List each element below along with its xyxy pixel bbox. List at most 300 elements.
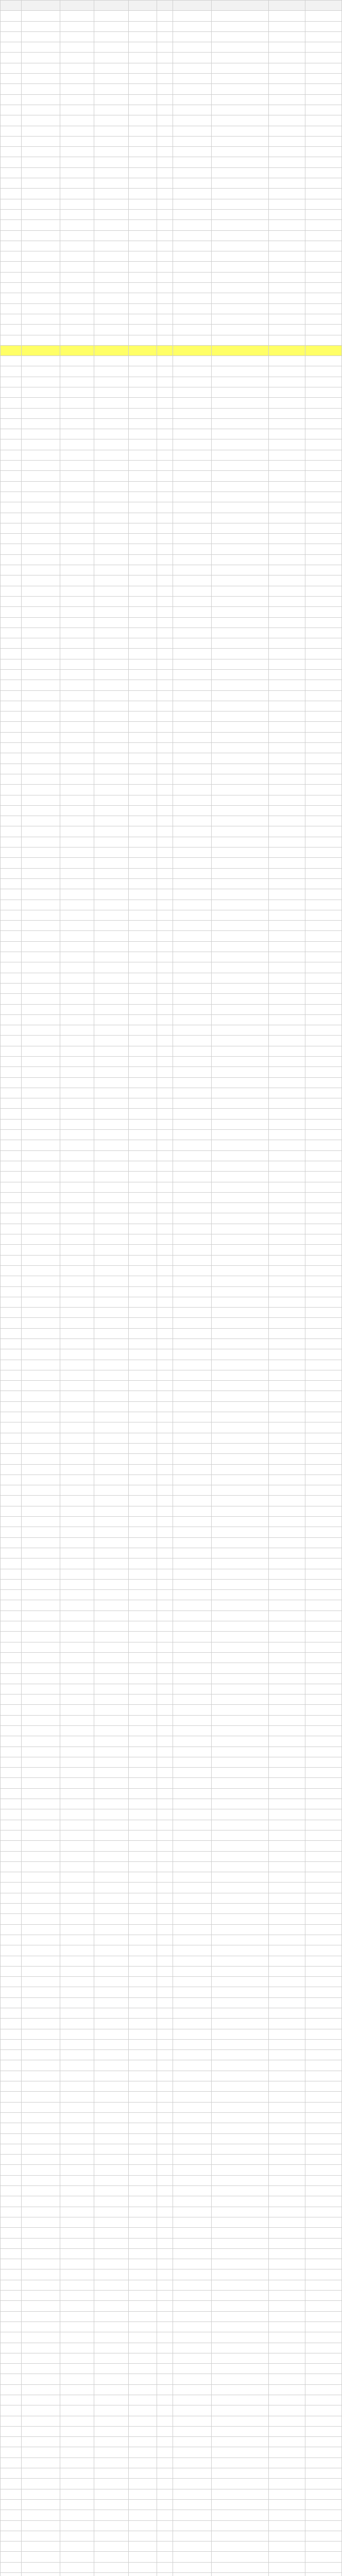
table-row bbox=[1, 1485, 342, 1496]
table-cell bbox=[60, 1328, 94, 1338]
table-row bbox=[1, 220, 342, 230]
table-row bbox=[1, 115, 342, 126]
table-cell bbox=[94, 1997, 129, 2008]
table-row bbox=[1, 628, 342, 638]
table-cell bbox=[269, 1684, 305, 1694]
table-cell bbox=[1, 2374, 22, 2384]
table-row bbox=[1, 795, 342, 805]
table-cell bbox=[1, 2039, 22, 2049]
table-cell bbox=[60, 2165, 94, 2175]
table-row bbox=[1, 711, 342, 722]
table-cell bbox=[211, 1412, 269, 1422]
table-cell bbox=[157, 2133, 173, 2144]
table-cell bbox=[1, 1443, 22, 1453]
table-cell bbox=[60, 1098, 94, 1109]
table-cell bbox=[129, 1517, 157, 1527]
table-cell bbox=[173, 2499, 211, 2510]
table-cell bbox=[157, 1381, 173, 1391]
table-cell bbox=[269, 900, 305, 910]
table-cell bbox=[94, 2468, 129, 2479]
table-row bbox=[1, 377, 342, 387]
table-cell bbox=[21, 1203, 60, 1213]
table-cell bbox=[21, 753, 60, 764]
table-cell bbox=[269, 1412, 305, 1422]
table-cell bbox=[269, 115, 305, 126]
table-cell bbox=[173, 1454, 211, 1464]
table-cell bbox=[129, 2384, 157, 2395]
table-cell bbox=[21, 147, 60, 157]
table-cell bbox=[269, 1558, 305, 1569]
table-cell bbox=[60, 1872, 94, 1883]
table-cell bbox=[94, 1297, 129, 1307]
table-cell bbox=[129, 335, 157, 345]
table-cell bbox=[305, 1956, 341, 1966]
table-cell bbox=[60, 1517, 94, 1527]
table-cell bbox=[21, 2541, 60, 2552]
table-cell bbox=[1, 649, 22, 659]
table-cell bbox=[305, 1286, 341, 1297]
table-cell bbox=[157, 889, 173, 900]
table-cell bbox=[305, 105, 341, 115]
table-cell bbox=[21, 910, 60, 920]
table-cell bbox=[211, 2248, 269, 2259]
table-cell bbox=[94, 1349, 129, 1360]
table-cell bbox=[94, 189, 129, 199]
table-cell bbox=[94, 1778, 129, 1788]
table-cell bbox=[269, 2269, 305, 2280]
table-row bbox=[1, 2050, 342, 2060]
table-cell bbox=[129, 63, 157, 73]
table-cell bbox=[305, 2196, 341, 2207]
table-cell bbox=[129, 994, 157, 1004]
table-row bbox=[1, 1830, 342, 1840]
table-cell bbox=[269, 325, 305, 335]
table-cell bbox=[129, 1025, 157, 1036]
table-cell bbox=[173, 1464, 211, 1475]
table-cell bbox=[157, 858, 173, 868]
table-row bbox=[1, 1642, 342, 1652]
table-row bbox=[1, 439, 342, 450]
table-cell bbox=[173, 241, 211, 251]
table-cell bbox=[1, 2133, 22, 2144]
table-cell bbox=[305, 42, 341, 53]
table-cell bbox=[1, 858, 22, 868]
table-cell bbox=[305, 826, 341, 837]
table-cell bbox=[129, 1537, 157, 1548]
table-cell bbox=[21, 2039, 60, 2049]
table-cell bbox=[157, 220, 173, 230]
table-row bbox=[1, 1548, 342, 1558]
table-cell bbox=[173, 575, 211, 586]
table-cell bbox=[60, 711, 94, 722]
table-cell bbox=[1, 795, 22, 805]
table-cell bbox=[305, 1945, 341, 1956]
table-cell bbox=[94, 1621, 129, 1632]
table-cell bbox=[305, 1098, 341, 1109]
table-cell bbox=[129, 952, 157, 962]
table-cell bbox=[129, 1705, 157, 1715]
table-cell bbox=[269, 952, 305, 962]
table-cell bbox=[1, 21, 22, 31]
table-cell bbox=[94, 439, 129, 450]
table-cell bbox=[269, 387, 305, 397]
table-row bbox=[1, 1255, 342, 1265]
table-cell bbox=[269, 534, 305, 544]
table-cell bbox=[60, 1360, 94, 1370]
table-cell bbox=[1, 554, 22, 565]
table-cell bbox=[129, 1935, 157, 1945]
table-cell bbox=[60, 586, 94, 596]
table-cell bbox=[129, 2489, 157, 2499]
table-cell bbox=[157, 2499, 173, 2510]
table-row bbox=[1, 1517, 342, 1527]
table-cell bbox=[211, 1391, 269, 1401]
table-cell bbox=[157, 1276, 173, 1286]
table-cell bbox=[21, 1286, 60, 1297]
table-cell bbox=[305, 84, 341, 94]
table-cell bbox=[60, 2008, 94, 2019]
table-cell bbox=[173, 2468, 211, 2479]
table-cell bbox=[157, 136, 173, 146]
table-cell bbox=[1, 314, 22, 324]
table-cell bbox=[1, 1182, 22, 1192]
table-row bbox=[1, 1360, 342, 1370]
table-cell bbox=[305, 408, 341, 418]
table-cell bbox=[157, 931, 173, 941]
table-cell bbox=[157, 1025, 173, 1036]
table-cell bbox=[173, 1725, 211, 1736]
table-cell bbox=[211, 1924, 269, 1935]
table-cell bbox=[21, 157, 60, 167]
table-cell bbox=[94, 1600, 129, 1611]
table-cell bbox=[21, 345, 60, 355]
table-cell bbox=[60, 1496, 94, 1506]
table-cell bbox=[157, 1014, 173, 1025]
table-cell bbox=[1, 722, 22, 732]
table-cell bbox=[173, 2175, 211, 2185]
table-cell bbox=[157, 471, 173, 481]
table-cell bbox=[21, 1537, 60, 1548]
table-cell bbox=[157, 1725, 173, 1736]
table-cell bbox=[157, 962, 173, 973]
table-cell bbox=[173, 983, 211, 993]
table-cell bbox=[60, 868, 94, 878]
table-cell bbox=[211, 826, 269, 837]
table-cell bbox=[21, 1904, 60, 1914]
table-cell bbox=[173, 1966, 211, 1976]
table-cell bbox=[157, 2510, 173, 2520]
table-row bbox=[1, 2573, 342, 2576]
table-cell bbox=[211, 701, 269, 711]
table-cell bbox=[94, 1464, 129, 1475]
table-cell bbox=[269, 147, 305, 157]
table-cell bbox=[21, 1192, 60, 1202]
table-cell bbox=[94, 2050, 129, 2060]
table-cell bbox=[60, 1621, 94, 1632]
table-cell bbox=[1, 251, 22, 262]
table-cell bbox=[211, 1036, 269, 1046]
table-cell bbox=[60, 534, 94, 544]
table-cell bbox=[305, 63, 341, 73]
table-cell bbox=[305, 1224, 341, 1234]
table-cell bbox=[21, 1213, 60, 1224]
table-cell bbox=[94, 2133, 129, 2144]
table-row bbox=[1, 575, 342, 586]
table-cell bbox=[21, 1642, 60, 1652]
table-cell bbox=[157, 1590, 173, 1600]
table-cell bbox=[21, 649, 60, 659]
table-cell bbox=[305, 878, 341, 889]
table-cell bbox=[305, 2280, 341, 2290]
table-cell bbox=[269, 973, 305, 983]
table-cell bbox=[94, 63, 129, 73]
table-cell bbox=[269, 1140, 305, 1150]
table-cell bbox=[269, 1224, 305, 1234]
table-cell bbox=[305, 53, 341, 63]
table-cell bbox=[94, 1067, 129, 1077]
table-row bbox=[1, 209, 342, 219]
table-cell bbox=[94, 220, 129, 230]
table-cell bbox=[1, 105, 22, 115]
table-cell bbox=[211, 1799, 269, 1809]
table-cell bbox=[94, 2552, 129, 2562]
table-cell bbox=[269, 2384, 305, 2395]
table-cell bbox=[129, 2081, 157, 2092]
table-row bbox=[1, 2144, 342, 2154]
table-row bbox=[1, 1276, 342, 1286]
table-cell bbox=[21, 544, 60, 554]
table-row bbox=[1, 2479, 342, 2489]
table-cell bbox=[173, 262, 211, 272]
table-cell bbox=[269, 1464, 305, 1475]
table-cell bbox=[211, 1318, 269, 1328]
table-cell bbox=[1, 220, 22, 230]
table-cell bbox=[94, 962, 129, 973]
table-cell bbox=[60, 1140, 94, 1150]
table-cell bbox=[173, 649, 211, 659]
table-cell bbox=[21, 1036, 60, 1046]
table-cell bbox=[157, 1224, 173, 1234]
table-row bbox=[1, 2207, 342, 2217]
table-cell bbox=[94, 910, 129, 920]
table-cell bbox=[305, 1150, 341, 1161]
table-cell bbox=[94, 262, 129, 272]
table-cell bbox=[129, 1412, 157, 1422]
table-cell bbox=[60, 1914, 94, 1924]
table-cell bbox=[305, 931, 341, 941]
table-cell bbox=[1, 272, 22, 282]
table-cell bbox=[211, 1014, 269, 1025]
table-cell bbox=[129, 408, 157, 418]
table-cell bbox=[94, 1517, 129, 1527]
table-cell bbox=[211, 1600, 269, 1611]
table-cell bbox=[157, 1412, 173, 1422]
table-cell bbox=[173, 1590, 211, 1600]
table-cell bbox=[129, 1297, 157, 1307]
table-cell bbox=[129, 848, 157, 858]
table-row bbox=[1, 1224, 342, 1234]
table-cell bbox=[94, 2364, 129, 2374]
table-cell bbox=[60, 220, 94, 230]
table-cell bbox=[21, 1454, 60, 1464]
table-cell bbox=[305, 1632, 341, 1642]
table-cell bbox=[94, 1684, 129, 1694]
table-cell bbox=[305, 1433, 341, 1443]
table-cell bbox=[129, 575, 157, 586]
table-cell bbox=[157, 2102, 173, 2112]
table-cell bbox=[157, 523, 173, 533]
table-cell bbox=[173, 1747, 211, 1757]
table-cell bbox=[129, 126, 157, 136]
table-cell bbox=[269, 262, 305, 272]
table-cell bbox=[211, 764, 269, 774]
table-cell bbox=[305, 1496, 341, 1506]
table-cell bbox=[1, 1904, 22, 1914]
table-cell bbox=[269, 2165, 305, 2175]
table-cell bbox=[60, 1945, 94, 1956]
table-cell bbox=[305, 690, 341, 701]
table-cell bbox=[60, 303, 94, 314]
table-cell bbox=[305, 1883, 341, 1893]
table-row bbox=[1, 931, 342, 941]
table-cell bbox=[60, 2447, 94, 2458]
table-cell bbox=[157, 189, 173, 199]
table-cell bbox=[211, 753, 269, 764]
table-cell bbox=[60, 2050, 94, 2060]
table-cell bbox=[129, 2364, 157, 2374]
table-cell bbox=[129, 1245, 157, 1255]
table-cell bbox=[21, 2384, 60, 2395]
table-cell bbox=[94, 2395, 129, 2405]
table-cell bbox=[269, 837, 305, 847]
table-cell bbox=[157, 2186, 173, 2196]
table-cell bbox=[211, 805, 269, 816]
table-cell bbox=[157, 2165, 173, 2175]
table-cell bbox=[157, 638, 173, 649]
table-cell bbox=[129, 1757, 157, 1767]
table-cell bbox=[1, 325, 22, 335]
table-cell bbox=[211, 2416, 269, 2426]
table-cell bbox=[211, 1673, 269, 1684]
table-cell bbox=[129, 1308, 157, 1318]
table-cell bbox=[94, 1433, 129, 1443]
table-cell bbox=[21, 994, 60, 1004]
table-cell bbox=[173, 868, 211, 878]
table-cell bbox=[129, 1182, 157, 1192]
table-cell bbox=[129, 303, 157, 314]
table-cell bbox=[269, 2510, 305, 2520]
table-row bbox=[1, 2248, 342, 2259]
table-cell bbox=[1, 1757, 22, 1767]
table-cell bbox=[211, 1558, 269, 1569]
table-cell bbox=[305, 2186, 341, 2196]
table-cell bbox=[129, 2165, 157, 2175]
table-cell bbox=[305, 1172, 341, 1182]
table-cell bbox=[269, 2196, 305, 2207]
table-row bbox=[1, 774, 342, 784]
table-cell bbox=[305, 94, 341, 105]
table-cell bbox=[157, 2384, 173, 2395]
table-cell bbox=[157, 1945, 173, 1956]
table-cell bbox=[269, 575, 305, 586]
table-cell bbox=[305, 2343, 341, 2353]
table-row bbox=[1, 2301, 342, 2311]
table-cell bbox=[129, 638, 157, 649]
table-cell bbox=[157, 659, 173, 669]
table-cell bbox=[157, 1904, 173, 1914]
table-cell bbox=[173, 1130, 211, 1140]
table-cell bbox=[269, 1757, 305, 1767]
table-cell bbox=[211, 2291, 269, 2301]
table-cell bbox=[305, 1130, 341, 1140]
table-cell bbox=[173, 586, 211, 596]
table-cell bbox=[305, 1820, 341, 1830]
table-cell bbox=[129, 2447, 157, 2458]
table-cell bbox=[305, 1997, 341, 2008]
table-cell bbox=[211, 2311, 269, 2321]
table-cell bbox=[60, 1130, 94, 1140]
table-row bbox=[1, 1140, 342, 1150]
table-cell bbox=[173, 1977, 211, 1987]
table-cell bbox=[211, 314, 269, 324]
table-cell bbox=[21, 858, 60, 868]
table-cell bbox=[269, 826, 305, 837]
table-cell bbox=[1, 711, 22, 722]
table-cell bbox=[211, 1370, 269, 1380]
table-cell bbox=[94, 1820, 129, 1830]
table-cell bbox=[173, 858, 211, 868]
table-cell bbox=[157, 1422, 173, 1433]
table-row bbox=[1, 1904, 342, 1914]
table-cell bbox=[94, 565, 129, 575]
table-cell bbox=[129, 1192, 157, 1202]
table-cell bbox=[21, 2238, 60, 2248]
table-row bbox=[1, 387, 342, 397]
table-cell bbox=[94, 983, 129, 993]
table-cell bbox=[60, 1673, 94, 1684]
table-cell bbox=[173, 74, 211, 84]
table-cell bbox=[157, 1046, 173, 1056]
table-cell bbox=[94, 1590, 129, 1600]
table-cell bbox=[94, 1412, 129, 1422]
table-cell bbox=[1, 1088, 22, 1098]
table-row bbox=[1, 11, 342, 21]
table-row bbox=[1, 1558, 342, 1569]
table-cell bbox=[173, 523, 211, 533]
table-row bbox=[1, 53, 342, 63]
table-cell bbox=[173, 2092, 211, 2102]
table-cell bbox=[94, 157, 129, 167]
table-cell bbox=[269, 2144, 305, 2154]
table-cell bbox=[157, 575, 173, 586]
table-cell bbox=[94, 1172, 129, 1182]
table-cell bbox=[269, 1056, 305, 1066]
table-row bbox=[1, 2092, 342, 2102]
table-cell bbox=[305, 147, 341, 157]
table-cell bbox=[211, 2228, 269, 2238]
table-cell bbox=[21, 1851, 60, 1861]
table-cell bbox=[21, 1914, 60, 1924]
table-cell bbox=[1, 11, 22, 21]
table-cell bbox=[94, 2155, 129, 2165]
table-cell bbox=[1, 2071, 22, 2081]
table-cell bbox=[157, 1360, 173, 1370]
table-cell bbox=[157, 303, 173, 314]
table-cell bbox=[94, 1401, 129, 1412]
table-cell bbox=[1, 1694, 22, 1705]
table-cell bbox=[94, 670, 129, 680]
table-cell bbox=[60, 2228, 94, 2238]
